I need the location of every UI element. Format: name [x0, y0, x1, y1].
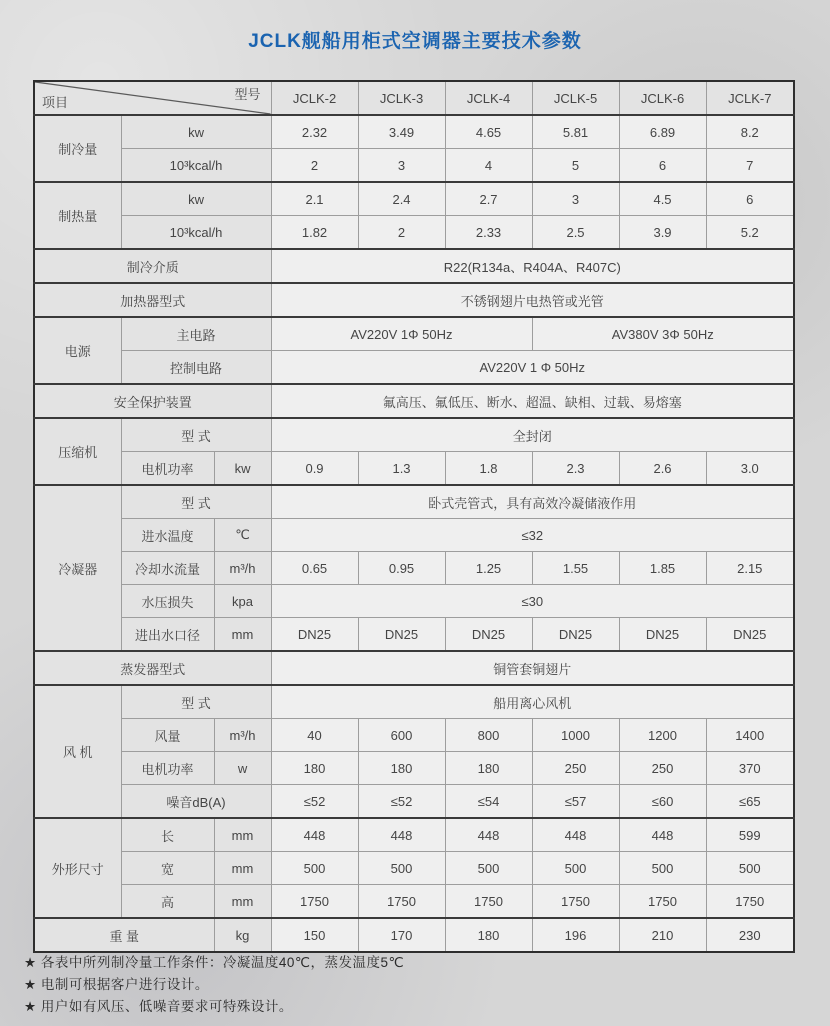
footnotes	[24, 952, 404, 1018]
dimension-width-row	[34, 852, 794, 885]
value-cell: 210	[619, 918, 706, 952]
value-cell: 1400	[706, 719, 794, 752]
value-cell: 1750	[358, 885, 445, 919]
value-cell: DN25	[706, 618, 794, 652]
value-cell: 600	[358, 719, 445, 752]
value-cell: DN25	[619, 618, 706, 652]
footnote: ★ 各表中所列制冷量工作条件：冷凝温度40℃，蒸发温度5℃	[24, 955, 405, 970]
compressor-type-row	[34, 418, 794, 452]
value-cell: 1.3	[358, 452, 445, 486]
unit-cell: kpa	[214, 585, 271, 618]
power-main-row	[34, 317, 794, 351]
value-cell: 1.82	[271, 216, 358, 250]
value-cell: 1200	[619, 719, 706, 752]
header-row	[34, 81, 794, 115]
value-cell: 800	[445, 719, 532, 752]
value-cell: 1000	[532, 719, 619, 752]
value-cell: 0.65	[271, 552, 358, 585]
row-label: 冷凝器	[34, 485, 121, 651]
value-cell: ≤52	[358, 785, 445, 819]
heating-kcal-row	[34, 216, 794, 250]
weight-row	[34, 918, 794, 952]
cooling-kw-row	[34, 115, 794, 149]
condenser-pipe-row	[34, 618, 794, 652]
value-cell: ≤57	[532, 785, 619, 819]
unit-cell: ℃	[214, 519, 271, 552]
value-cell: 150	[271, 918, 358, 952]
value-cell: 448	[619, 818, 706, 852]
value-cell: 1.55	[532, 552, 619, 585]
sub-label: 型 式	[121, 685, 271, 719]
value-cell: 180	[445, 918, 532, 952]
unit-cell: 10³kcal/h	[121, 216, 271, 250]
value-cell: 230	[706, 918, 794, 952]
value-cell: 6.89	[619, 115, 706, 149]
model-header: JCLK-2	[271, 81, 358, 115]
row-label: 制冷量	[34, 115, 121, 182]
value-cell: 180	[358, 752, 445, 785]
power-control-row	[34, 351, 794, 385]
unit-cell: mm	[214, 885, 271, 919]
page-title: JCLK舰船用柜式空调器主要技术参数	[248, 31, 582, 52]
row-label: 制热量	[34, 182, 121, 249]
model-header: JCLK-6	[619, 81, 706, 115]
fan-motor-row	[34, 752, 794, 785]
value-cell: DN25	[532, 618, 619, 652]
value-cell: 1750	[532, 885, 619, 919]
row-label: 加热器型式	[34, 283, 271, 317]
unit-cell: kw	[214, 452, 271, 486]
spec-table	[33, 80, 795, 953]
value-cell: 2.33	[445, 216, 532, 250]
value-cell: 500	[271, 852, 358, 885]
value-cell: 40	[271, 719, 358, 752]
value-cell: 4	[445, 149, 532, 183]
value-cell: 2.5	[532, 216, 619, 250]
safety-row	[34, 384, 794, 418]
unit-cell: mm	[214, 618, 271, 652]
fan-type-row	[34, 685, 794, 719]
value-cell: 4.65	[445, 115, 532, 149]
value-cell: 500	[706, 852, 794, 885]
model-header: JCLK-3	[358, 81, 445, 115]
value-cell: 448	[271, 818, 358, 852]
value-cell: 6	[706, 182, 794, 216]
value-cell: 500	[445, 852, 532, 885]
row-label: 安全保护装置	[34, 384, 271, 418]
row-label: 压缩机	[34, 418, 121, 485]
value-cell: AV220V 1 Φ 50Hz	[271, 351, 794, 385]
fan-noise-row	[34, 785, 794, 819]
value-cell: 4.5	[619, 182, 706, 216]
value-cell: 0.95	[358, 552, 445, 585]
value-cell: 2.4	[358, 182, 445, 216]
value-cell: 1.85	[619, 552, 706, 585]
unit-cell: mm	[214, 818, 271, 852]
value-cell: 170	[358, 918, 445, 952]
value-cell: 卧式壳管式，具有高效冷凝储液作用	[271, 485, 794, 519]
unit-cell: 10³kcal/h	[121, 149, 271, 183]
value-cell: 180	[271, 752, 358, 785]
value-cell: 2	[271, 149, 358, 183]
cooling-kcal-row	[34, 149, 794, 183]
value-cell: 500	[358, 852, 445, 885]
unit-cell: kw	[121, 182, 271, 216]
row-label: 重 量	[34, 918, 214, 952]
value-cell: 3	[532, 182, 619, 216]
footnote: ★ 用户如有风压、低噪音要求可特殊设计。	[24, 999, 293, 1014]
refrigerant-row	[34, 249, 794, 283]
value-cell: 500	[619, 852, 706, 885]
value-cell: DN25	[445, 618, 532, 652]
sub-label: 风量	[121, 719, 214, 752]
value-cell: 448	[532, 818, 619, 852]
sub-label: 长	[121, 818, 214, 852]
fan-airflow-row	[34, 719, 794, 752]
unit-cell: mm	[214, 852, 271, 885]
value-cell: 1.8	[445, 452, 532, 486]
value-cell: AV220V 1Φ 50Hz	[271, 317, 532, 351]
value-cell: DN25	[271, 618, 358, 652]
unit-cell: kg	[214, 918, 271, 952]
value-cell: 3	[358, 149, 445, 183]
value-cell: AV380V 3Φ 50Hz	[532, 317, 794, 351]
value-cell: 2.15	[706, 552, 794, 585]
value-cell: 氟高压、氟低压、断水、超温、缺相、过载、易熔塞	[271, 384, 794, 418]
value-cell: 2.6	[619, 452, 706, 486]
value-cell: ≤54	[445, 785, 532, 819]
value-cell: 2.7	[445, 182, 532, 216]
value-cell: 2.1	[271, 182, 358, 216]
value-cell: DN25	[358, 618, 445, 652]
unit-cell: kw	[121, 115, 271, 149]
sub-label: 进出水口径	[121, 618, 214, 652]
value-cell: 不锈钢翅片电热管或光管	[271, 283, 794, 317]
value-cell: 180	[445, 752, 532, 785]
evaporator-row	[34, 651, 794, 685]
row-label: 制冷介质	[34, 249, 271, 283]
value-cell: 3.0	[706, 452, 794, 486]
value-cell: 250	[619, 752, 706, 785]
value-cell: 196	[532, 918, 619, 952]
value-cell: 370	[706, 752, 794, 785]
model-header: JCLK-7	[706, 81, 794, 115]
sub-label: 型 式	[121, 485, 271, 519]
value-cell: 5.81	[532, 115, 619, 149]
value-cell: 1750	[271, 885, 358, 919]
value-cell: ≤65	[706, 785, 794, 819]
corner-item-label: 项目	[42, 95, 69, 110]
value-cell: 0.9	[271, 452, 358, 486]
value-cell: 448	[358, 818, 445, 852]
value-cell: 1750	[706, 885, 794, 919]
value-cell: ≤30	[271, 585, 794, 618]
value-cell: 5.2	[706, 216, 794, 250]
condenser-water-flow-row	[34, 552, 794, 585]
value-cell: 448	[445, 818, 532, 852]
value-cell: 5	[532, 149, 619, 183]
value-cell: 2	[358, 216, 445, 250]
value-cell: 2.32	[271, 115, 358, 149]
sub-label: 主电路	[121, 317, 271, 351]
value-cell: 599	[706, 818, 794, 852]
sub-label: 宽	[121, 852, 214, 885]
corner-cell	[34, 81, 271, 115]
value-cell: 8.2	[706, 115, 794, 149]
value-cell: ≤60	[619, 785, 706, 819]
sub-label: 水压损失	[121, 585, 214, 618]
value-cell: 1750	[445, 885, 532, 919]
dimension-length-row	[34, 818, 794, 852]
unit-cell: m³/h	[214, 719, 271, 752]
sub-label: 控制电路	[121, 351, 271, 385]
row-label: 电源	[34, 317, 121, 384]
value-cell: 3.49	[358, 115, 445, 149]
row-label: 外形尺寸	[34, 818, 121, 918]
sub-label: 电机功率	[121, 752, 214, 785]
compressor-motor-row	[34, 452, 794, 486]
unit-cell: m³/h	[214, 552, 271, 585]
heating-kw-row	[34, 182, 794, 216]
value-cell: 铜管套铜翅片	[271, 651, 794, 685]
sub-label: 冷却水流量	[121, 552, 214, 585]
value-cell: 7	[706, 149, 794, 183]
value-cell: 250	[532, 752, 619, 785]
heater-row	[34, 283, 794, 317]
footnote: ★ 电制可根据客户进行设计。	[24, 977, 209, 992]
value-cell: 船用离心风机	[271, 685, 794, 719]
sub-label: 进水温度	[121, 519, 214, 552]
model-header: JCLK-5	[532, 81, 619, 115]
value-cell: 1750	[619, 885, 706, 919]
value-cell: 1.25	[445, 552, 532, 585]
value-cell: 6	[619, 149, 706, 183]
value-cell: 500	[532, 852, 619, 885]
sub-label: 高	[121, 885, 214, 919]
unit-cell: w	[214, 752, 271, 785]
condenser-inlet-temp-row	[34, 519, 794, 552]
value-cell: 3.9	[619, 216, 706, 250]
dimension-height-row	[34, 885, 794, 919]
sub-label: 型 式	[121, 418, 271, 452]
corner-model-label: 型号	[234, 87, 261, 102]
value-cell: R22(R134a、R404A、R407C)	[271, 249, 794, 283]
row-label: 风 机	[34, 685, 121, 818]
condenser-type-row	[34, 485, 794, 519]
sub-label: 噪音dB(A)	[121, 785, 271, 819]
value-cell: ≤32	[271, 519, 794, 552]
value-cell: 2.3	[532, 452, 619, 486]
condenser-pressure-loss-row	[34, 585, 794, 618]
row-label: 蒸发器型式	[34, 651, 271, 685]
sub-label: 电机功率	[121, 452, 214, 486]
value-cell: 全封闭	[271, 418, 794, 452]
value-cell: ≤52	[271, 785, 358, 819]
model-header: JCLK-4	[445, 81, 532, 115]
